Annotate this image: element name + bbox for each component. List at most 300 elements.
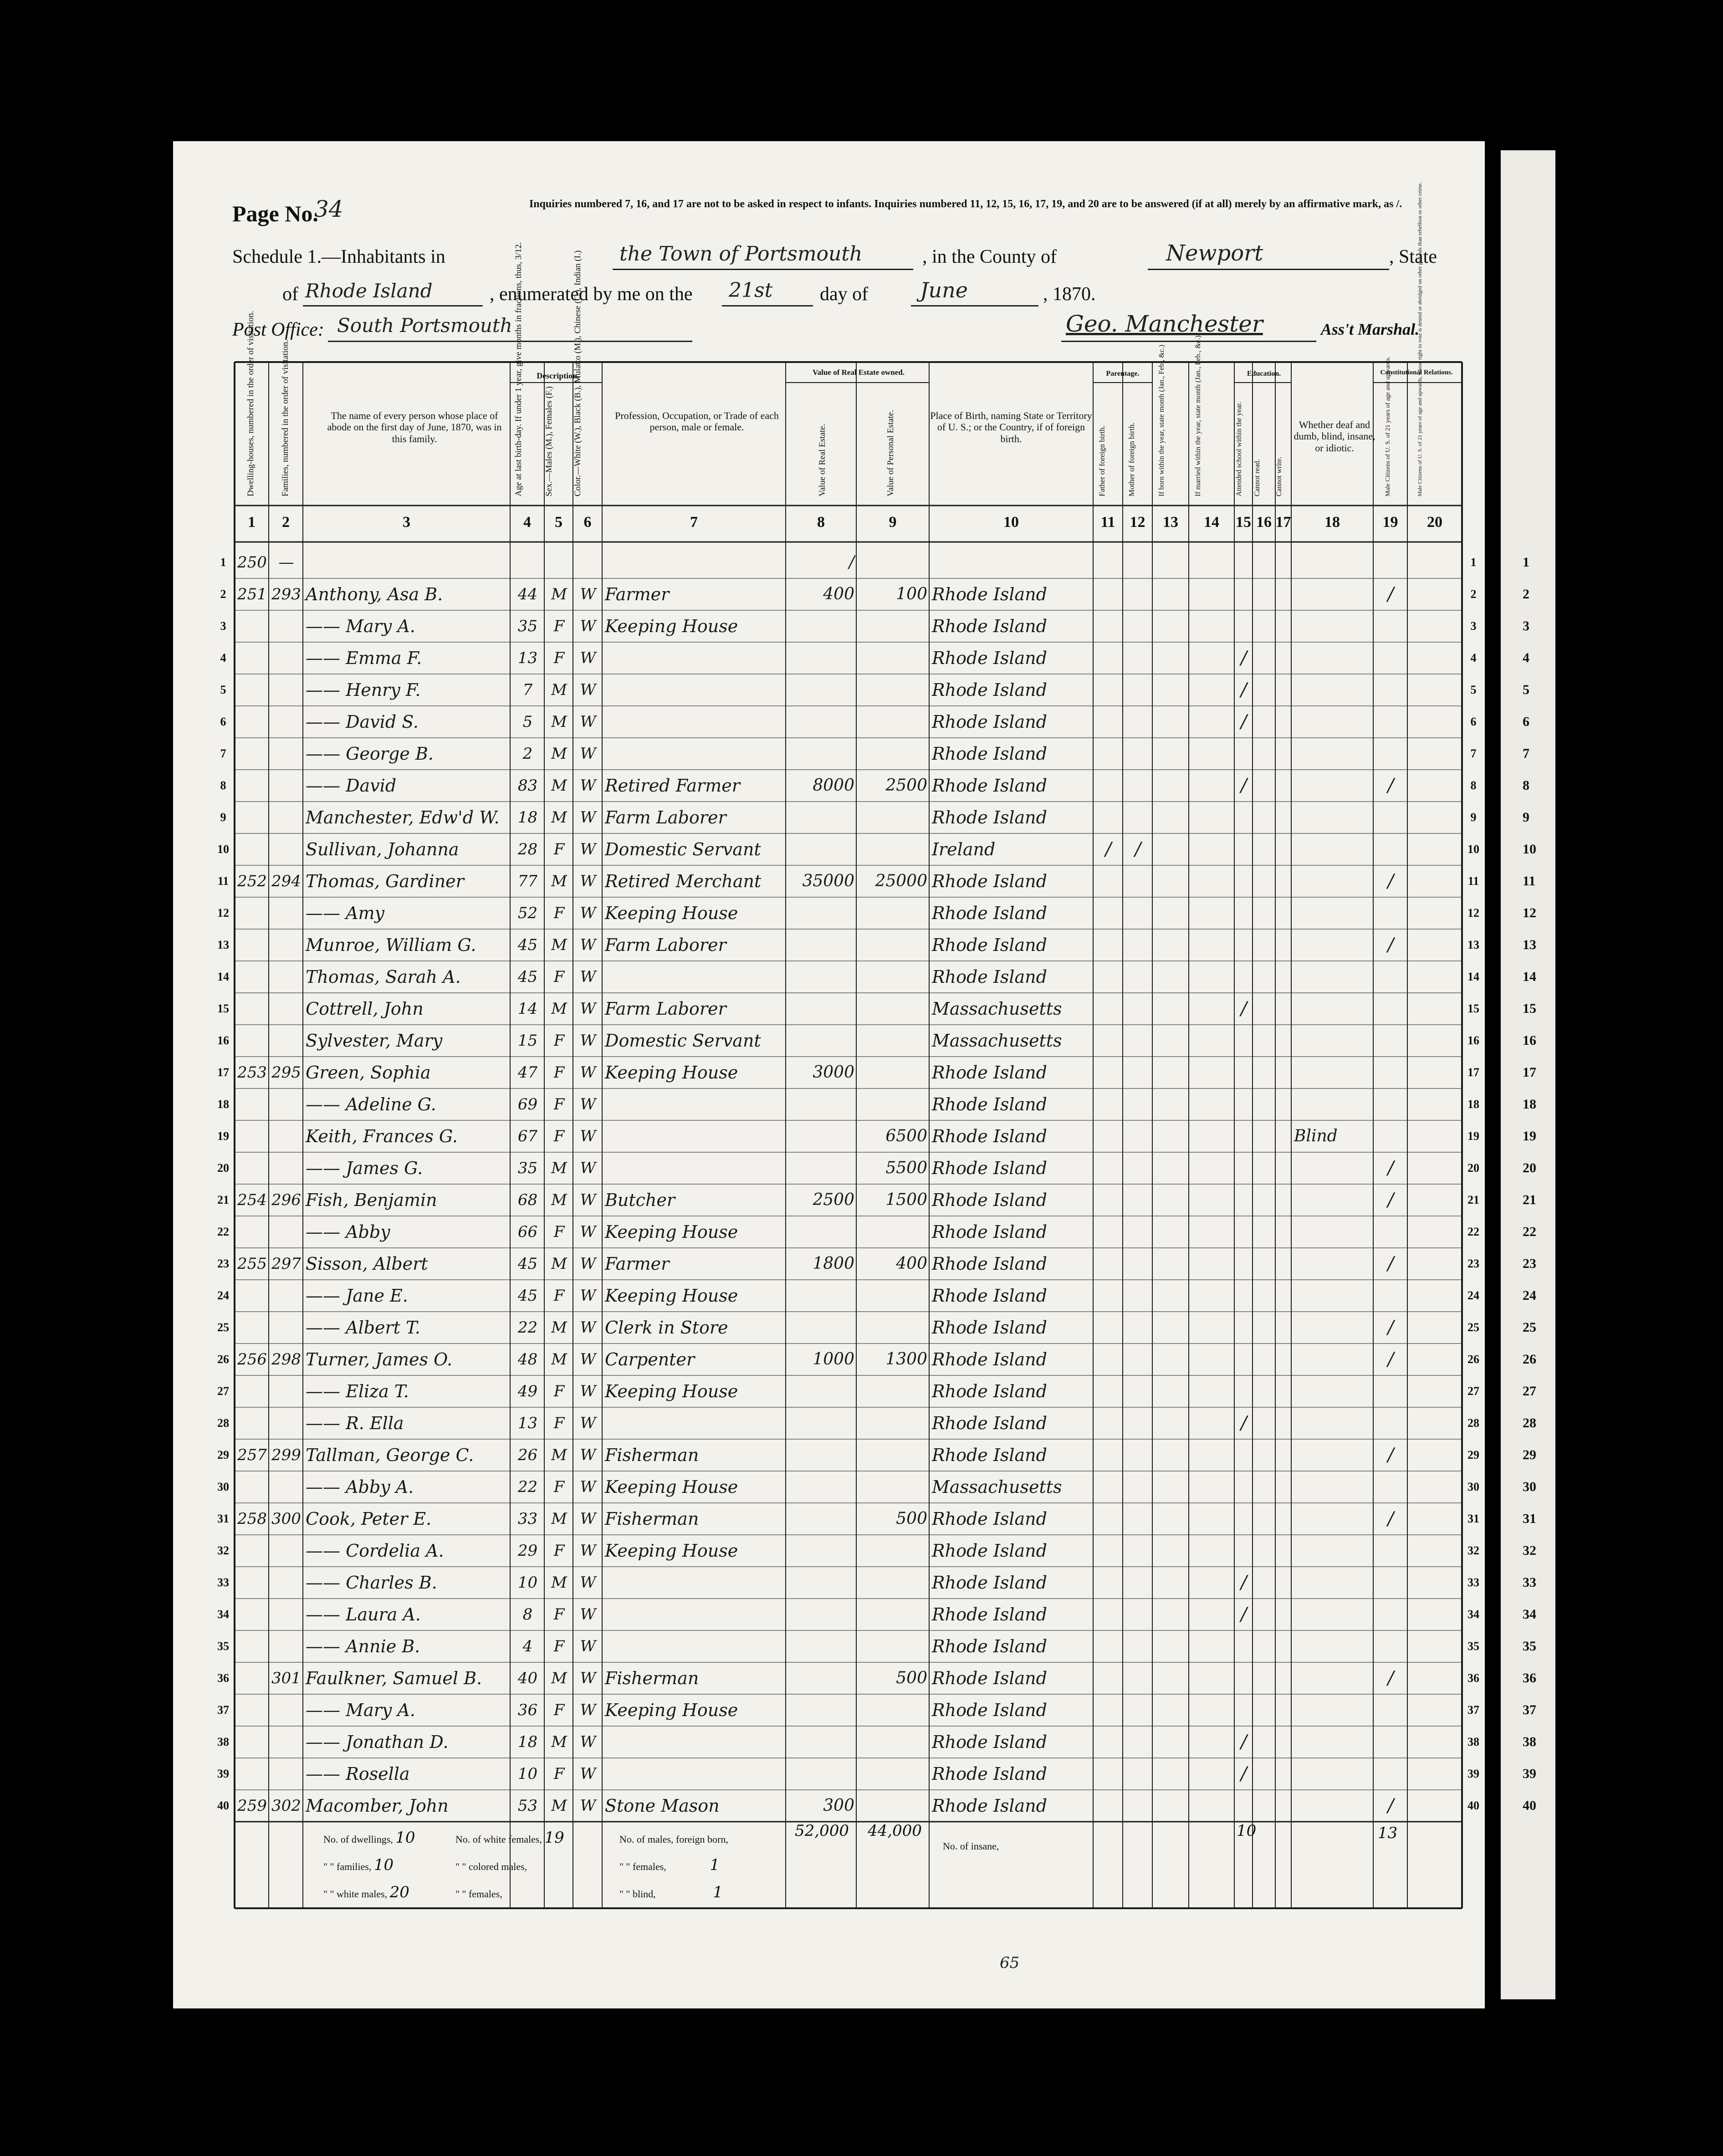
birthplace: Rhode Island bbox=[932, 1381, 1047, 1401]
line-number-right: 2 bbox=[1470, 588, 1477, 601]
line-number-right: 24 bbox=[1467, 1289, 1479, 1302]
line-number-right: 23 bbox=[1467, 1257, 1479, 1270]
person-name: Turner, James O. bbox=[306, 1349, 453, 1369]
person-name: —— James G. bbox=[306, 1158, 423, 1178]
marshal-signature: Geo. Manchester bbox=[1066, 311, 1263, 337]
occupation: Farmer bbox=[605, 584, 670, 604]
occupation: Stone Mason bbox=[605, 1796, 720, 1816]
column-number: 13 bbox=[1163, 514, 1178, 531]
line-number-right: 5 bbox=[1470, 683, 1477, 696]
adjacent-line-number: 4 bbox=[1523, 650, 1529, 665]
occupation: Retired Farmer bbox=[605, 776, 740, 796]
column-number: 8 bbox=[817, 514, 825, 531]
column-number: 11 bbox=[1100, 514, 1115, 531]
line-number: 38 bbox=[217, 1735, 229, 1748]
adjacent-line-number: 5 bbox=[1523, 682, 1529, 697]
occupation: Farm Laborer bbox=[605, 807, 726, 828]
color: W bbox=[580, 1287, 596, 1305]
sex: M bbox=[551, 585, 567, 603]
footer-mark: 65 bbox=[1000, 1954, 1020, 1972]
person-name: —— Abby bbox=[306, 1222, 390, 1242]
citizen-mark: / bbox=[1387, 775, 1394, 796]
school-mark: / bbox=[1241, 679, 1247, 700]
dwelling-number: 252 bbox=[237, 872, 267, 890]
total-blind-value: 1 bbox=[713, 1883, 723, 1901]
person-name: —— Adeline G. bbox=[306, 1094, 436, 1114]
person-name: —— Henry F. bbox=[306, 680, 421, 700]
adjacent-line-number: 30 bbox=[1523, 1479, 1536, 1494]
header-vote-denied: Male Citizens of U. S. of 21 years of age and upwards, whose right to vote is denied or abridged on other grounds than rebellion or other crime. bbox=[1416, 182, 1423, 496]
sex: M bbox=[551, 872, 567, 890]
month-value: June bbox=[920, 278, 968, 302]
real-estate-value: 1800 bbox=[813, 1254, 854, 1273]
header-value-group: Value of Real Estate owned. bbox=[813, 368, 905, 377]
birthplace: Ireland bbox=[932, 839, 996, 859]
sex: F bbox=[553, 1765, 565, 1783]
adjacent-line-number: 27 bbox=[1523, 1384, 1536, 1399]
sex: M bbox=[551, 1255, 567, 1273]
adjacent-line-number: 33 bbox=[1523, 1575, 1536, 1590]
person-name: Manchester, Edw'd W. bbox=[306, 807, 500, 828]
age: 13 bbox=[517, 649, 538, 667]
occupation: Fisherman bbox=[605, 1668, 699, 1688]
line-number-right: 18 bbox=[1467, 1098, 1479, 1111]
column-number: 18 bbox=[1324, 514, 1340, 531]
age: 35 bbox=[517, 617, 538, 635]
age: 52 bbox=[517, 904, 538, 922]
line-number: 40 bbox=[217, 1799, 229, 1812]
dwelling-number: 253 bbox=[237, 1063, 267, 1082]
person-name: —— David bbox=[306, 776, 397, 796]
age: 35 bbox=[517, 1159, 538, 1177]
total-dwellings-value: 10 bbox=[395, 1829, 415, 1847]
birthplace: Rhode Island bbox=[932, 1604, 1047, 1625]
total-foreign-females-value: 1 bbox=[710, 1856, 720, 1874]
line-number: 25 bbox=[217, 1321, 229, 1334]
age: 22 bbox=[517, 1478, 538, 1496]
adjacent-line-number: 37 bbox=[1523, 1702, 1536, 1717]
line-number: 37 bbox=[217, 1703, 229, 1717]
school-mark: / bbox=[1241, 998, 1247, 1019]
color: W bbox=[580, 745, 596, 763]
sex: M bbox=[551, 1191, 567, 1209]
page-label: Page No. bbox=[232, 201, 318, 226]
age: 67 bbox=[517, 1127, 538, 1145]
birthplace: Rhode Island bbox=[932, 1573, 1047, 1593]
header-constitutional: Constitutional Relations. bbox=[1380, 369, 1453, 376]
sex: F bbox=[553, 1605, 565, 1624]
sex: F bbox=[553, 1382, 565, 1400]
dwelling-number: 256 bbox=[237, 1350, 267, 1369]
header-families: Families, numbered in the order of visitation. bbox=[281, 339, 290, 496]
color: W bbox=[580, 649, 596, 667]
adjacent-line-number: 36 bbox=[1523, 1671, 1536, 1686]
birthplace: Rhode Island bbox=[932, 712, 1047, 732]
occupation: Fisherman bbox=[605, 1445, 699, 1465]
enumerated-label: , enumerated by me on the bbox=[490, 284, 693, 305]
color: W bbox=[580, 1063, 596, 1082]
color: W bbox=[580, 1669, 596, 1687]
total-colored-males: " " colored males, bbox=[455, 1861, 527, 1872]
birthplace: Rhode Island bbox=[932, 1509, 1047, 1529]
post-office-value: South Portsmouth bbox=[337, 314, 512, 337]
birthplace: Rhode Island bbox=[932, 1636, 1047, 1656]
color: W bbox=[580, 1095, 596, 1114]
father-foreign-mark: / bbox=[1105, 839, 1112, 860]
column-number: 15 bbox=[1236, 514, 1251, 531]
occupation: Keeping House bbox=[605, 903, 738, 923]
sex: M bbox=[551, 681, 567, 699]
page-number: 34 bbox=[314, 196, 343, 222]
header-name: The name of every person whose place of abode on the first day of June, 1870, was in this family. bbox=[327, 410, 502, 444]
header-married-within-year: If married within the year, state month (Jan., Feb., &c.) bbox=[1194, 335, 1202, 496]
total-foreign-females: " " females, 1 bbox=[619, 1856, 720, 1874]
total-blind: " " blind, 1 bbox=[619, 1883, 723, 1901]
birthplace: Rhode Island bbox=[932, 1158, 1047, 1178]
line-number: 28 bbox=[217, 1416, 229, 1430]
sex: M bbox=[551, 1733, 567, 1751]
column-number: 17 bbox=[1275, 514, 1291, 531]
total-school bbox=[1237, 1822, 1256, 1840]
schedule-place: the Town of Portsmouth bbox=[619, 242, 863, 266]
header-infirmity: Whether deaf and dumb, blind, insane, or idiotic. bbox=[1294, 419, 1375, 454]
header-color: Color.—White (W.), Black (B.), Mulatto (M.), Chinese (C.), Indian (I.) bbox=[573, 250, 583, 496]
birthplace: Rhode Island bbox=[932, 1094, 1047, 1114]
person-name: Anthony, Asa B. bbox=[306, 584, 443, 604]
citizen-mark: / bbox=[1387, 1795, 1394, 1816]
sex: M bbox=[551, 1797, 567, 1815]
personal-estate-value: 500 bbox=[896, 1669, 927, 1687]
color: W bbox=[580, 1191, 596, 1209]
line-number-right: 21 bbox=[1467, 1193, 1479, 1206]
line-number: 16 bbox=[217, 1034, 229, 1047]
occupation: Keeping House bbox=[605, 1700, 738, 1720]
sex: M bbox=[551, 1669, 567, 1687]
citizen-mark: / bbox=[1387, 1253, 1394, 1274]
line-number-right: 15 bbox=[1467, 1002, 1479, 1015]
total-foreign-males: No. of males, foreign born, bbox=[619, 1834, 728, 1845]
age: 69 bbox=[517, 1095, 538, 1114]
birthplace: Rhode Island bbox=[932, 616, 1047, 636]
age: 5 bbox=[522, 713, 533, 731]
line-number: 21 bbox=[217, 1193, 229, 1206]
occupation: Farm Laborer bbox=[605, 999, 726, 1019]
line-number: 2 bbox=[220, 588, 226, 601]
color: W bbox=[580, 1032, 596, 1050]
line-number: 32 bbox=[217, 1544, 229, 1557]
birthplace: Massachusetts bbox=[932, 1031, 1062, 1051]
line-number-right: 36 bbox=[1467, 1671, 1479, 1685]
age: 29 bbox=[517, 1542, 538, 1560]
total-white-males-value: 20 bbox=[389, 1883, 409, 1901]
of-label: of bbox=[282, 284, 298, 305]
sex: M bbox=[551, 1510, 567, 1528]
age: 26 bbox=[517, 1446, 538, 1464]
line-number-right: 33 bbox=[1467, 1576, 1479, 1589]
color: W bbox=[580, 872, 596, 890]
color: W bbox=[580, 1382, 596, 1400]
adjacent-line-number: 15 bbox=[1523, 1001, 1536, 1016]
line-number: 30 bbox=[217, 1480, 229, 1493]
header-real-estate: Value of Real Estate. bbox=[818, 424, 827, 496]
sex: F bbox=[553, 1701, 565, 1719]
color: W bbox=[580, 1255, 596, 1273]
line-number-right: 17 bbox=[1467, 1066, 1479, 1079]
school-mark: / bbox=[1241, 775, 1247, 796]
age: 44 bbox=[517, 585, 538, 603]
person-name: Macomber, John bbox=[306, 1796, 449, 1816]
adjacent-line-number: 34 bbox=[1523, 1607, 1536, 1622]
person-name: Keith, Frances G. bbox=[306, 1126, 458, 1146]
sex: F bbox=[553, 1287, 565, 1305]
age: 22 bbox=[517, 1318, 538, 1337]
school-mark: / bbox=[1241, 1572, 1247, 1593]
adjacent-line-number: 23 bbox=[1523, 1256, 1536, 1271]
adjacent-line-number: 22 bbox=[1523, 1224, 1536, 1239]
header-birthplace: Place of Birth, naming State or Territory of U. S.; or the Country, if of foreign birth. bbox=[930, 410, 1092, 444]
birthplace: Rhode Island bbox=[932, 807, 1047, 828]
line-number: 27 bbox=[217, 1385, 229, 1398]
dwelling-number: 251 bbox=[237, 585, 267, 603]
real-estate-value: 1000 bbox=[813, 1350, 854, 1369]
column-number: 16 bbox=[1256, 514, 1272, 531]
line-number: 12 bbox=[217, 906, 229, 920]
sex: M bbox=[551, 1446, 567, 1464]
line-number: 39 bbox=[217, 1767, 229, 1780]
family-number: — bbox=[278, 553, 294, 572]
column-number: 9 bbox=[889, 514, 897, 531]
age: 48 bbox=[517, 1350, 538, 1369]
person-name: —— Cordelia A. bbox=[306, 1541, 444, 1561]
birthplace: Rhode Island bbox=[932, 1445, 1047, 1465]
column-number: 14 bbox=[1204, 514, 1219, 531]
adjacent-line-number: 3 bbox=[1523, 618, 1529, 634]
birthplace: Rhode Island bbox=[932, 1126, 1047, 1146]
sex: F bbox=[553, 904, 565, 922]
color: W bbox=[580, 1446, 596, 1464]
adjacent-line-number: 20 bbox=[1523, 1160, 1536, 1175]
line-number-right: 16 bbox=[1467, 1034, 1479, 1047]
header-cannot-read: Cannot read. bbox=[1253, 459, 1261, 496]
adjacent-line-number: 10 bbox=[1523, 842, 1536, 857]
sex: M bbox=[551, 745, 567, 763]
instruction-note: Inquiries numbered 7, 16, and 17 are not to be asked in respect to infants. Inquiries numbered 11, 12, 15, 16, 17, 19, and 20 are to be answered (if at all) merely by an affirmative mark, as /. bbox=[529, 198, 1402, 210]
birthplace: Rhode Island bbox=[932, 935, 1047, 955]
color: W bbox=[580, 1223, 596, 1241]
line-number: 29 bbox=[217, 1448, 229, 1461]
line-number: 13 bbox=[217, 938, 229, 951]
line-number: 15 bbox=[217, 1002, 229, 1015]
age: 7 bbox=[522, 681, 533, 699]
person-name: Thomas, Sarah A. bbox=[306, 967, 461, 987]
county-value: Newport bbox=[1166, 240, 1263, 266]
sex: F bbox=[553, 968, 565, 986]
occupation: Keeping House bbox=[605, 616, 738, 636]
age: 45 bbox=[517, 1255, 538, 1273]
line-number-right: 3 bbox=[1470, 619, 1477, 633]
person-name: —— Amy bbox=[306, 903, 385, 923]
birthplace: Rhode Island bbox=[932, 1286, 1047, 1306]
mother-foreign-mark: / bbox=[1135, 839, 1141, 860]
birthplace: Rhode Island bbox=[932, 871, 1047, 891]
personal-estate-value: 25000 bbox=[875, 872, 927, 890]
header-sex: Sex.—Males (M.), Females (F.) bbox=[544, 386, 554, 496]
header-citizens: Male Citizens of U. S. of 21 years of age and upwards. bbox=[1385, 356, 1391, 496]
line-number-right: 35 bbox=[1467, 1640, 1479, 1653]
occupation: Butcher bbox=[605, 1190, 675, 1210]
sex: F bbox=[553, 617, 565, 635]
total-white-females: No. of white females, 19 bbox=[455, 1829, 564, 1847]
color: W bbox=[580, 1350, 596, 1369]
color: W bbox=[580, 681, 596, 699]
age: 66 bbox=[517, 1223, 538, 1241]
line-number: 8 bbox=[220, 779, 226, 792]
age: 13 bbox=[517, 1414, 538, 1432]
citizen-mark: / bbox=[1387, 1668, 1394, 1689]
line-number: 7 bbox=[220, 747, 226, 760]
personal-estate-value: 5500 bbox=[885, 1159, 927, 1177]
school-mark: / bbox=[1241, 1604, 1247, 1625]
column-number: 1 bbox=[248, 514, 256, 531]
person-name: Tallman, George C. bbox=[306, 1445, 474, 1465]
column-number: 3 bbox=[403, 514, 410, 531]
column-number: 20 bbox=[1427, 514, 1442, 531]
birthplace: Massachusetts bbox=[932, 999, 1062, 1019]
county-label: , in the County of bbox=[922, 246, 1057, 267]
age: 45 bbox=[517, 1287, 538, 1305]
sex: F bbox=[553, 1095, 565, 1114]
day-value: 21st bbox=[729, 279, 773, 302]
line-number: 10 bbox=[217, 843, 229, 856]
family-number: 302 bbox=[271, 1797, 301, 1815]
color: W bbox=[580, 1574, 596, 1592]
occupation: Farmer bbox=[605, 1254, 670, 1274]
year-label: , 1870. bbox=[1043, 284, 1096, 305]
color: W bbox=[580, 1797, 596, 1815]
line-number: 17 bbox=[217, 1066, 229, 1079]
line-number: 26 bbox=[217, 1353, 229, 1366]
line-number-right: 14 bbox=[1467, 970, 1479, 983]
age: 77 bbox=[517, 872, 538, 890]
sex: F bbox=[553, 840, 565, 858]
family-number: 299 bbox=[271, 1446, 301, 1464]
adjacent-line-number: 26 bbox=[1523, 1352, 1536, 1367]
total-white-males: " " white males, 20 bbox=[323, 1883, 409, 1901]
header-cannot-write: Cannot write. bbox=[1275, 456, 1283, 496]
occupation: Fisherman bbox=[605, 1509, 699, 1529]
line-number-right: 32 bbox=[1467, 1544, 1479, 1557]
personal-estate-value: 400 bbox=[896, 1254, 927, 1273]
sex: F bbox=[553, 1127, 565, 1145]
color: W bbox=[580, 840, 596, 858]
column-number: 5 bbox=[555, 514, 562, 531]
line-number-right: 12 bbox=[1467, 906, 1479, 920]
line-number: 34 bbox=[217, 1608, 229, 1621]
person-name: —— David S. bbox=[306, 712, 419, 732]
state-value: Rhode Island bbox=[305, 280, 433, 302]
adjacent-line-number: 24 bbox=[1523, 1288, 1536, 1303]
age: 10 bbox=[517, 1765, 538, 1783]
occupation: Keeping House bbox=[605, 1541, 738, 1561]
real-estate-value: 35000 bbox=[802, 872, 854, 890]
sex: M bbox=[551, 1350, 567, 1369]
line-number: 36 bbox=[217, 1671, 229, 1685]
color: W bbox=[580, 1605, 596, 1624]
occupation: Keeping House bbox=[605, 1222, 738, 1242]
sex: F bbox=[553, 1637, 565, 1655]
adjacent-line-number: 39 bbox=[1523, 1766, 1536, 1781]
occupation: Domestic Servant bbox=[605, 1031, 761, 1051]
personal-estate-value: 100 bbox=[896, 585, 927, 603]
line-number-right: 34 bbox=[1467, 1608, 1479, 1621]
line-number-right: 40 bbox=[1467, 1799, 1479, 1812]
citizen-mark: / bbox=[1387, 584, 1394, 605]
column-number: 19 bbox=[1382, 514, 1398, 531]
personal-estate-value: 500 bbox=[896, 1509, 927, 1528]
total-citizens-value: 13 bbox=[1378, 1824, 1398, 1842]
line-number-right: 22 bbox=[1467, 1225, 1479, 1238]
line-number-right: 31 bbox=[1467, 1512, 1479, 1525]
birthplace: Rhode Island bbox=[932, 1668, 1047, 1688]
personal-estate-value: 1300 bbox=[885, 1350, 927, 1369]
sex: M bbox=[551, 777, 567, 795]
line-number: 20 bbox=[217, 1161, 229, 1175]
line-number-right: 9 bbox=[1470, 811, 1477, 824]
color: W bbox=[580, 1000, 596, 1018]
birthplace: Rhode Island bbox=[932, 1796, 1047, 1816]
line-number-right: 28 bbox=[1467, 1416, 1479, 1430]
adjacent-line-number: 9 bbox=[1523, 810, 1529, 825]
adjacent-line-number: 16 bbox=[1523, 1033, 1536, 1048]
personal-estate-value: 6500 bbox=[885, 1127, 927, 1145]
total-white-females-value: 19 bbox=[544, 1829, 564, 1847]
person-name: Sylvester, Mary bbox=[306, 1031, 443, 1051]
header-attended-school: Attended school within the year. bbox=[1235, 402, 1243, 496]
line-number-right: 30 bbox=[1467, 1480, 1479, 1493]
person-name: —— Emma F. bbox=[306, 648, 422, 668]
person-name: —— Abby A. bbox=[306, 1477, 414, 1497]
color: W bbox=[580, 808, 596, 827]
age: 18 bbox=[517, 1733, 538, 1751]
age: 4 bbox=[522, 1637, 533, 1655]
birthplace: Rhode Island bbox=[932, 1063, 1047, 1083]
infirmity: Blind bbox=[1294, 1127, 1338, 1145]
line-number: 31 bbox=[217, 1512, 229, 1525]
line-number: 3 bbox=[220, 619, 226, 633]
person-name: —— Jane E. bbox=[306, 1286, 408, 1306]
header-occupation: Profession, Occupation, or Trade of each person, male or female. bbox=[615, 410, 779, 433]
age: 49 bbox=[517, 1382, 538, 1400]
header-personal-estate: Value of Personal Estate. bbox=[886, 410, 895, 496]
adjacent-line-number: 14 bbox=[1523, 969, 1536, 984]
line-number-right: 37 bbox=[1467, 1703, 1479, 1717]
age: 83 bbox=[517, 777, 538, 795]
citizen-mark: / bbox=[1387, 935, 1394, 955]
adjacent-line-number: 31 bbox=[1523, 1511, 1536, 1526]
birthplace: Rhode Island bbox=[932, 744, 1047, 764]
line-number: 1 bbox=[220, 556, 226, 569]
real-estate-value: 3000 bbox=[813, 1063, 854, 1082]
school-mark: / bbox=[1241, 1732, 1247, 1752]
adjacent-line-number: 18 bbox=[1523, 1097, 1536, 1112]
age: 47 bbox=[517, 1063, 538, 1082]
adjacent-line-number: 21 bbox=[1523, 1192, 1536, 1207]
age: 15 bbox=[517, 1032, 538, 1050]
person-name: —— Annie B. bbox=[306, 1636, 420, 1656]
person-name: —— George B. bbox=[306, 744, 434, 764]
adjacent-line-number: 11 bbox=[1523, 874, 1536, 889]
column-number: 10 bbox=[1003, 514, 1019, 531]
